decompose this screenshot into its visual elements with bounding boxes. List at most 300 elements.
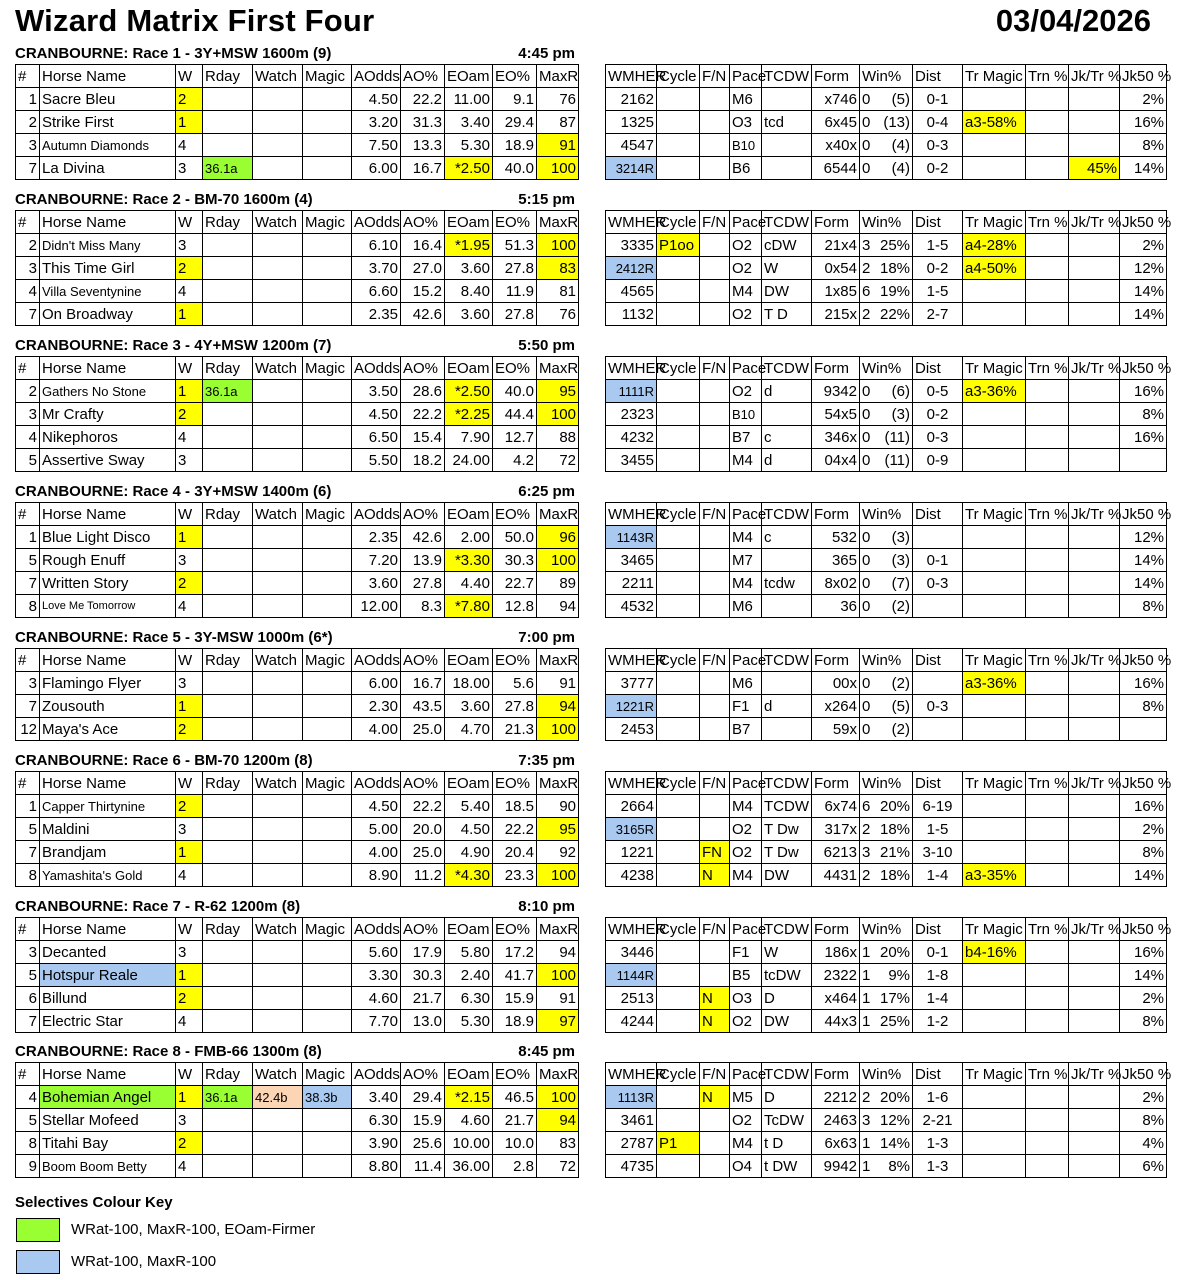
win-pct-value: (4) bbox=[874, 157, 913, 180]
column-header: TCDW bbox=[762, 772, 812, 795]
table-row bbox=[606, 1155, 1167, 1178]
race-section bbox=[0, 752, 1179, 892]
column-header: Cycle bbox=[657, 1063, 700, 1086]
colour-key-label: WRat-100, MaxR-100 bbox=[71, 1253, 217, 1270]
watch-value bbox=[253, 403, 303, 426]
trainer-magic-value bbox=[963, 403, 1026, 426]
watch-value bbox=[253, 303, 303, 326]
pace-value: O2 bbox=[730, 257, 762, 280]
trainer-magic-value bbox=[963, 572, 1026, 595]
w-rating: 3 bbox=[176, 818, 203, 841]
table-row bbox=[606, 111, 1167, 134]
runner-number: 3 bbox=[16, 257, 40, 280]
jockey-trainer-pct-value bbox=[1069, 380, 1120, 403]
win-count-value: 2 bbox=[860, 1086, 874, 1109]
race-title: CRANBOURNE: Race 5 - 3Y-MSW 1000m (6*) bbox=[15, 629, 333, 646]
aodds-value: 2.30 bbox=[352, 695, 401, 718]
runner-number: 7 bbox=[16, 303, 40, 326]
dist-value: 0-3 bbox=[913, 572, 963, 595]
ao-pct-value: 31.3 bbox=[401, 111, 445, 134]
watch-value bbox=[253, 280, 303, 303]
jockey-trainer-pct-value bbox=[1069, 1109, 1120, 1132]
trainer-pct-value bbox=[1026, 257, 1069, 280]
trainer-magic-value bbox=[963, 134, 1026, 157]
wmher-value: 1325 bbox=[606, 111, 657, 134]
column-header: Cycle bbox=[657, 503, 700, 526]
jockey-trainer-pct-value bbox=[1069, 449, 1120, 472]
form-value: 6x45 bbox=[812, 111, 860, 134]
win-pct-value: (3) bbox=[874, 526, 913, 549]
column-header: Form bbox=[812, 918, 860, 941]
wmher-value: 4735 bbox=[606, 1155, 657, 1178]
runner-number: 2 bbox=[16, 234, 40, 257]
page-date: 03/04/2026 bbox=[995, 3, 1151, 38]
fn-value bbox=[700, 1109, 730, 1132]
trainer-magic-value: a4-50% bbox=[963, 257, 1026, 280]
eo-pct-value: 22.7 bbox=[493, 572, 537, 595]
fn-value bbox=[700, 111, 730, 134]
rday-value bbox=[203, 818, 253, 841]
fn-value bbox=[700, 380, 730, 403]
aodds-value: 4.50 bbox=[352, 403, 401, 426]
maxr-value: 100 bbox=[537, 864, 579, 887]
magic-value bbox=[303, 88, 352, 111]
w-rating: 1 bbox=[176, 111, 203, 134]
form-value: 365 bbox=[812, 549, 860, 572]
column-header: TCDW bbox=[762, 503, 812, 526]
watch-value bbox=[253, 426, 303, 449]
column-header: Pace bbox=[730, 772, 762, 795]
trainer-pct-value bbox=[1026, 795, 1069, 818]
table-header-row bbox=[16, 918, 579, 941]
fn-value bbox=[700, 426, 730, 449]
form-value: 6544 bbox=[812, 157, 860, 180]
tcdw-value bbox=[762, 549, 812, 572]
ao-pct-value: 42.6 bbox=[401, 526, 445, 549]
table-header-row bbox=[16, 357, 579, 380]
race-time: 8:10 pm bbox=[518, 898, 575, 915]
maxr-value: 100 bbox=[537, 718, 579, 741]
trainer-pct-value bbox=[1026, 549, 1069, 572]
trainer-pct-value bbox=[1026, 88, 1069, 111]
table-row bbox=[16, 403, 579, 426]
maxr-value: 76 bbox=[537, 88, 579, 111]
race-header bbox=[15, 191, 578, 211]
w-rating: 3 bbox=[176, 1109, 203, 1132]
rday-value bbox=[203, 572, 253, 595]
watch-value bbox=[253, 572, 303, 595]
runner-number: 2 bbox=[16, 380, 40, 403]
form-value: 9342 bbox=[812, 380, 860, 403]
eoam-value: 5.80 bbox=[445, 941, 493, 964]
form-value: 6x74 bbox=[812, 795, 860, 818]
table-row bbox=[16, 1132, 579, 1155]
column-header: MaxR bbox=[537, 211, 579, 234]
tcdw-value: t D bbox=[762, 1132, 812, 1155]
column-header: Tr Magic bbox=[963, 1063, 1026, 1086]
jockey50-pct-value: 14% bbox=[1120, 572, 1167, 595]
watch-value bbox=[253, 380, 303, 403]
eo-pct-value: 29.4 bbox=[493, 111, 537, 134]
rday-value bbox=[203, 864, 253, 887]
column-header: Trn % bbox=[1026, 65, 1069, 88]
eoam-value: 36.00 bbox=[445, 1155, 493, 1178]
eoam-value: 2.00 bbox=[445, 526, 493, 549]
pace-value: F1 bbox=[730, 695, 762, 718]
win-count-value: 0 bbox=[860, 718, 874, 741]
tcdw-value bbox=[762, 403, 812, 426]
table-row bbox=[16, 1155, 579, 1178]
column-header: TCDW bbox=[762, 1063, 812, 1086]
column-header: Dist bbox=[913, 1063, 963, 1086]
column-header: AOdds bbox=[352, 357, 401, 380]
runner-number: 4 bbox=[16, 280, 40, 303]
jockey-trainer-pct-value bbox=[1069, 303, 1120, 326]
win-pct-value: (2) bbox=[874, 718, 913, 741]
form-value: 00x bbox=[812, 672, 860, 695]
trainer-pct-value bbox=[1026, 157, 1069, 180]
horse-name: Blue Light Disco bbox=[40, 526, 176, 549]
eoam-value: 3.60 bbox=[445, 695, 493, 718]
win-count-value: 3 bbox=[860, 841, 874, 864]
column-header: Pace bbox=[730, 211, 762, 234]
ao-pct-value: 17.9 bbox=[401, 941, 445, 964]
aodds-value: 3.30 bbox=[352, 964, 401, 987]
trainer-pct-value bbox=[1026, 1010, 1069, 1033]
column-header: # bbox=[16, 1063, 40, 1086]
eoam-value: 7.90 bbox=[445, 426, 493, 449]
column-header: Jk50 % bbox=[1120, 357, 1167, 380]
watch-value bbox=[253, 864, 303, 887]
magic-value bbox=[303, 1132, 352, 1155]
w-rating: 2 bbox=[176, 1132, 203, 1155]
jockey50-pct-value: 14% bbox=[1120, 280, 1167, 303]
eoam-value: *1.95 bbox=[445, 234, 493, 257]
win-count-value: 6 bbox=[860, 280, 874, 303]
column-header: W bbox=[176, 357, 203, 380]
magic-value bbox=[303, 841, 352, 864]
eo-pct-value: 50.0 bbox=[493, 526, 537, 549]
pace-value: M7 bbox=[730, 549, 762, 572]
cycle-value bbox=[657, 303, 700, 326]
magic-value bbox=[303, 157, 352, 180]
runner-number: 5 bbox=[16, 818, 40, 841]
column-header: WMHER bbox=[606, 772, 657, 795]
column-header: Jk/Tr % bbox=[1069, 772, 1120, 795]
table-row bbox=[16, 864, 579, 887]
trainer-pct-value bbox=[1026, 718, 1069, 741]
trainer-pct-value bbox=[1026, 672, 1069, 695]
column-header: Jk50 % bbox=[1120, 649, 1167, 672]
column-header: Trn % bbox=[1026, 503, 1069, 526]
w-rating: 3 bbox=[176, 157, 203, 180]
magic-value: 38.3b bbox=[303, 1086, 352, 1109]
race-section bbox=[0, 898, 1179, 1038]
watch-value bbox=[253, 1109, 303, 1132]
column-header: EO% bbox=[493, 772, 537, 795]
cycle-value: P1oo bbox=[657, 234, 700, 257]
jockey50-pct-value: 12% bbox=[1120, 257, 1167, 280]
trainer-pct-value bbox=[1026, 1086, 1069, 1109]
column-header: Horse Name bbox=[40, 357, 176, 380]
eo-pct-value: 18.5 bbox=[493, 795, 537, 818]
table-row bbox=[16, 987, 579, 1010]
maxr-value: 96 bbox=[537, 526, 579, 549]
fn-value: FN bbox=[700, 841, 730, 864]
tcdw-value: DW bbox=[762, 280, 812, 303]
rday-value bbox=[203, 1109, 253, 1132]
watch-value: 42.4b bbox=[253, 1086, 303, 1109]
eoam-value: 3.60 bbox=[445, 257, 493, 280]
cycle-value bbox=[657, 841, 700, 864]
trainer-pct-value bbox=[1026, 987, 1069, 1010]
watch-value bbox=[253, 549, 303, 572]
pace-value: O2 bbox=[730, 380, 762, 403]
pace-value: M4 bbox=[730, 795, 762, 818]
wmher-value: 2664 bbox=[606, 795, 657, 818]
watch-value bbox=[253, 1155, 303, 1178]
column-header: Watch bbox=[253, 1063, 303, 1086]
column-header: Magic bbox=[303, 357, 352, 380]
trainer-pct-value bbox=[1026, 1155, 1069, 1178]
form-value: 215x bbox=[812, 303, 860, 326]
horse-name: Strike First bbox=[40, 111, 176, 134]
magic-value bbox=[303, 864, 352, 887]
win-pct-value: 20% bbox=[874, 941, 913, 964]
jockey-trainer-pct-value bbox=[1069, 595, 1120, 618]
column-header: EO% bbox=[493, 649, 537, 672]
column-header: Horse Name bbox=[40, 772, 176, 795]
w-rating: 1 bbox=[176, 380, 203, 403]
tcdw-value bbox=[762, 157, 812, 180]
horse-name: Didn't Miss Many bbox=[40, 234, 176, 257]
wmher-value: 4244 bbox=[606, 1010, 657, 1033]
wmher-value: 3465 bbox=[606, 549, 657, 572]
fn-value bbox=[700, 549, 730, 572]
pace-value: O3 bbox=[730, 987, 762, 1010]
form-value: 8x02 bbox=[812, 572, 860, 595]
column-header: F/N bbox=[700, 65, 730, 88]
column-header: Trn % bbox=[1026, 211, 1069, 234]
jockey-trainer-pct-value bbox=[1069, 403, 1120, 426]
trainer-magic-value: a3-36% bbox=[963, 672, 1026, 695]
win-pct-value: 20% bbox=[874, 1086, 913, 1109]
dist-value: 0-1 bbox=[913, 88, 963, 111]
trainer-pct-value bbox=[1026, 841, 1069, 864]
eo-pct-value: 9.1 bbox=[493, 88, 537, 111]
win-count-value: 0 bbox=[860, 380, 874, 403]
win-count-value: 2 bbox=[860, 818, 874, 841]
runner-number: 7 bbox=[16, 157, 40, 180]
jockey50-pct-value bbox=[1120, 718, 1167, 741]
column-header: EO% bbox=[493, 1063, 537, 1086]
fn-value bbox=[700, 257, 730, 280]
table-row bbox=[16, 303, 579, 326]
trainer-magic-value bbox=[963, 818, 1026, 841]
jockey50-pct-value: 16% bbox=[1120, 380, 1167, 403]
jockey50-pct-value: 16% bbox=[1120, 941, 1167, 964]
table-row bbox=[606, 1086, 1167, 1109]
rday-value bbox=[203, 449, 253, 472]
column-header: Dist bbox=[913, 772, 963, 795]
dist-value: 1-8 bbox=[913, 964, 963, 987]
jockey-trainer-pct-value bbox=[1069, 1132, 1120, 1155]
column-header: Magic bbox=[303, 1063, 352, 1086]
table-row bbox=[606, 595, 1167, 618]
jockey50-pct-value: 12% bbox=[1120, 526, 1167, 549]
rday-value: 36.1a bbox=[203, 157, 253, 180]
column-header: Dist bbox=[913, 918, 963, 941]
horse-name: Gathers No Stone bbox=[40, 380, 176, 403]
column-header: Form bbox=[812, 772, 860, 795]
w-rating: 4 bbox=[176, 1010, 203, 1033]
w-rating: 1 bbox=[176, 526, 203, 549]
tcdw-value: c bbox=[762, 526, 812, 549]
table-row bbox=[606, 1109, 1167, 1132]
eoam-value: 4.90 bbox=[445, 841, 493, 864]
column-header: AO% bbox=[401, 1063, 445, 1086]
maxr-value: 100 bbox=[537, 964, 579, 987]
race-time: 8:45 pm bbox=[518, 1043, 575, 1060]
jockey-trainer-pct-value bbox=[1069, 426, 1120, 449]
win-count-value: 0 bbox=[860, 88, 874, 111]
table-header-row bbox=[16, 649, 579, 672]
column-header: Cycle bbox=[657, 65, 700, 88]
cycle-value bbox=[657, 795, 700, 818]
column-header: TCDW bbox=[762, 357, 812, 380]
tcdw-value: cDW bbox=[762, 234, 812, 257]
column-header: Dist bbox=[913, 649, 963, 672]
column-header: Tr Magic bbox=[963, 357, 1026, 380]
eo-pct-value: 27.8 bbox=[493, 695, 537, 718]
ao-pct-value: 43.5 bbox=[401, 695, 445, 718]
pace-value: M6 bbox=[730, 672, 762, 695]
eo-pct-value: 12.7 bbox=[493, 426, 537, 449]
runner-number: 4 bbox=[16, 1086, 40, 1109]
rday-value bbox=[203, 987, 253, 1010]
table-row bbox=[606, 818, 1167, 841]
cycle-value bbox=[657, 572, 700, 595]
trainer-magic-value: a3-58% bbox=[963, 111, 1026, 134]
column-header: # bbox=[16, 211, 40, 234]
dist-value: 1-4 bbox=[913, 987, 963, 1010]
jockey50-pct-value: 14% bbox=[1120, 549, 1167, 572]
jockey-trainer-pct-value bbox=[1069, 818, 1120, 841]
column-header: W bbox=[176, 503, 203, 526]
maxr-value: 81 bbox=[537, 280, 579, 303]
win-count-value: 0 bbox=[860, 426, 874, 449]
jockey50-pct-value: 14% bbox=[1120, 864, 1167, 887]
tcdw-value: DW bbox=[762, 1010, 812, 1033]
trainer-magic-value bbox=[963, 1010, 1026, 1033]
pace-value: M6 bbox=[730, 595, 762, 618]
column-header: Magic bbox=[303, 772, 352, 795]
form-value: 0x54 bbox=[812, 257, 860, 280]
eoam-value: 10.00 bbox=[445, 1132, 493, 1155]
fn-value bbox=[700, 595, 730, 618]
aodds-value: 4.60 bbox=[352, 987, 401, 1010]
race-title: CRANBOURNE: Race 4 - 3Y+MSW 1400m (6) bbox=[15, 483, 332, 500]
column-header: Watch bbox=[253, 503, 303, 526]
magic-value bbox=[303, 134, 352, 157]
tcdw-value: T Dw bbox=[762, 818, 812, 841]
eo-pct-value: 46.5 bbox=[493, 1086, 537, 1109]
table-row bbox=[16, 257, 579, 280]
tcdw-value bbox=[762, 88, 812, 111]
tcdw-value: DW bbox=[762, 864, 812, 887]
win-count-value: 2 bbox=[860, 257, 874, 280]
column-header: Jk50 % bbox=[1120, 211, 1167, 234]
magic-value bbox=[303, 1010, 352, 1033]
aodds-value: 7.70 bbox=[352, 1010, 401, 1033]
watch-value bbox=[253, 88, 303, 111]
win-pct-value: (2) bbox=[874, 595, 913, 618]
form-value: x746 bbox=[812, 88, 860, 111]
cycle-value bbox=[657, 695, 700, 718]
rday-value bbox=[203, 795, 253, 818]
table-row bbox=[606, 841, 1167, 864]
aodds-value: 5.60 bbox=[352, 941, 401, 964]
ao-pct-value: 8.3 bbox=[401, 595, 445, 618]
tcdw-value: TCDW bbox=[762, 795, 812, 818]
column-header: EO% bbox=[493, 357, 537, 380]
column-header: Pace bbox=[730, 65, 762, 88]
jockey-trainer-pct-value bbox=[1069, 234, 1120, 257]
table-row bbox=[16, 1109, 579, 1132]
column-header: Magic bbox=[303, 918, 352, 941]
table-header-row bbox=[16, 1063, 579, 1086]
form-value: 6213 bbox=[812, 841, 860, 864]
wmher-value: 1221 bbox=[606, 841, 657, 864]
form-value: 2463 bbox=[812, 1109, 860, 1132]
trainer-magic-value bbox=[963, 1109, 1026, 1132]
jockey50-pct-value: 8% bbox=[1120, 595, 1167, 618]
maxr-value: 76 bbox=[537, 303, 579, 326]
form-value: 44x3 bbox=[812, 1010, 860, 1033]
wmher-value: 4565 bbox=[606, 280, 657, 303]
ao-pct-value: 25.6 bbox=[401, 1132, 445, 1155]
w-rating: 1 bbox=[176, 303, 203, 326]
win-pct-value: 22% bbox=[874, 303, 913, 326]
column-header: Watch bbox=[253, 65, 303, 88]
win-pct-value: (4) bbox=[874, 134, 913, 157]
ao-pct-value: 11.4 bbox=[401, 1155, 445, 1178]
eo-pct-value: 27.8 bbox=[493, 257, 537, 280]
fn-value bbox=[700, 795, 730, 818]
tcdw-value: tcDW bbox=[762, 964, 812, 987]
table-header-row bbox=[606, 649, 1167, 672]
pace-value: M4 bbox=[730, 864, 762, 887]
race-header bbox=[15, 752, 578, 772]
colour-key-swatch-green bbox=[16, 1218, 60, 1242]
maxr-value: 87 bbox=[537, 111, 579, 134]
column-header: Form bbox=[812, 1063, 860, 1086]
eoam-value: 3.40 bbox=[445, 111, 493, 134]
table-row bbox=[16, 841, 579, 864]
race-runners-table bbox=[15, 648, 579, 741]
column-header: Rday bbox=[203, 1063, 253, 1086]
win-count-value: 0 bbox=[860, 403, 874, 426]
cycle-value bbox=[657, 449, 700, 472]
table-row bbox=[16, 964, 579, 987]
eoam-value: *2.50 bbox=[445, 380, 493, 403]
cycle-value bbox=[657, 549, 700, 572]
wmher-value: 3165R bbox=[606, 818, 657, 841]
column-header: Watch bbox=[253, 357, 303, 380]
trainer-pct-value bbox=[1026, 864, 1069, 887]
win-count-value: 0 bbox=[860, 595, 874, 618]
magic-value bbox=[303, 303, 352, 326]
